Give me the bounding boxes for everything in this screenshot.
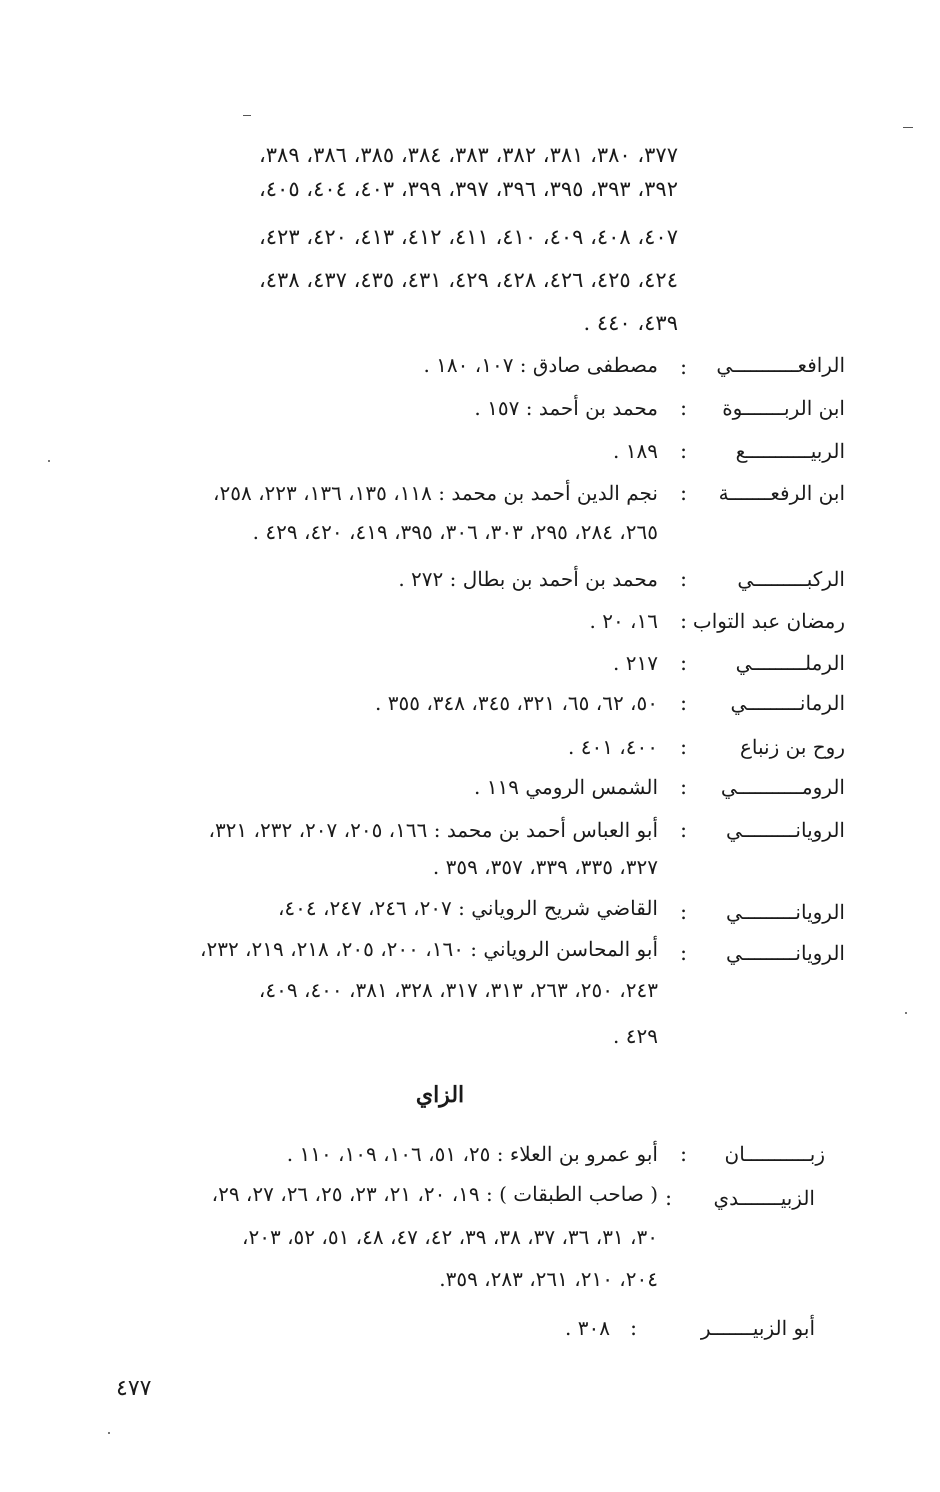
index-entry-name: الزبيـــــــدي (713, 1186, 815, 1210)
index-entry-name: الرومـــــــــــي (720, 775, 845, 799)
index-entry-continuation: ٢٤٣، ٢٥٠، ٢٦٣، ٣١٣، ٣١٧، ٣٢٨، ٣٨١، ٤٠٠، ٤٠٩، (258, 978, 658, 1002)
section-heading: الزاي (415, 1082, 465, 1108)
entry-colon: : (680, 439, 688, 463)
scan-dot (108, 1432, 110, 1434)
index-entry-text: ٤٠٠، ٤٠١ . (568, 735, 658, 759)
index-entry-text: مصطفى صادق : ١٠٧، ١٨٠ . (423, 353, 658, 377)
entry-colon: : (680, 941, 688, 965)
index-entry-name: ابن الربـــــــوة (722, 396, 845, 420)
entry-colon: : (680, 818, 688, 842)
index-entry-name: الرافعـــــــــــي (716, 353, 845, 377)
index-entry-text: الشمس الرومي ١١٩ . (474, 775, 658, 799)
index-entry-name: الرويانـــــــــي (726, 900, 845, 924)
index-entry-text: محمد بن أحمد : ١٥٧ . (474, 396, 658, 420)
continuation-line: ٤٣٩، ٤٤٠ . (583, 311, 678, 335)
index-entry-continuation: ٤٢٩ . (613, 1024, 658, 1048)
index-entry-text: أبو المحاسن الروياني : ١٦٠، ٢٠٠، ٢٠٥، ٢١٨، ٢١٩، ٢٣٢، (200, 937, 658, 961)
index-entry-name: الربيـــــــــــع (735, 439, 845, 463)
continuation-line: ٣٧٧، ٣٨٠، ٣٨١، ٣٨٢، ٣٨٣، ٣٨٤، ٣٨٥، ٣٨٦، ٣٨٩، (259, 143, 678, 167)
entry-colon: : (680, 609, 688, 633)
entry-colon: : (680, 481, 688, 505)
index-entry-text: محمد بن أحمد بن بطال : ٢٧٢ . (398, 567, 658, 591)
entry-colon: : (680, 1142, 688, 1166)
index-entry-text: ١٨٩ . (613, 439, 658, 463)
scan-dot (905, 1012, 907, 1014)
index-entry-name: الرويانـــــــــي (726, 818, 845, 842)
index-entry-text: نجم الدين أحمد بن محمد : ١١٨، ١٣٥، ١٣٦، ٢٢٣، ٢٥٨، (213, 481, 658, 505)
entry-colon: : (680, 355, 688, 379)
entry-colon: : (665, 1186, 673, 1210)
entry-colon: : (680, 567, 688, 591)
index-entry-text: أبو عمرو بن العلاء : ٢٥، ٥١، ١٠٦، ١٠٩، ١١٠ . (286, 1142, 658, 1166)
index-entry-name: الرمانـــــــــي (730, 691, 845, 715)
index-entry-text: ( صاحب الطبقات ) : ١٩، ٢٠، ٢١، ٢٣، ٢٥، ٢٦، ٢٧، ٢٩، (211, 1182, 658, 1206)
index-entry-name: رمضان عبد التواب (692, 609, 845, 633)
scan-mark-top (243, 115, 251, 116)
index-entry-text: ٢١٧ . (613, 651, 658, 675)
entry-colon: : (680, 735, 688, 759)
entry-colon: : (680, 691, 688, 715)
index-entry-text: ٣٠٨ . (565, 1316, 610, 1340)
index-entry-continuation: ٢٠٤، ٢١٠، ٢٦١، ٢٨٣، ٣٥٩. (439, 1267, 658, 1291)
entry-colon: : (680, 900, 688, 924)
page-number: ٤٧٧ (116, 1376, 152, 1401)
index-entry-continuation: ٣٢٧، ٣٣٥، ٣٣٩، ٣٥٧، ٣٥٩ . (432, 855, 658, 879)
entry-colon: : (680, 651, 688, 675)
continuation-line: ٤٢٤، ٤٢٥، ٤٢٦، ٤٢٨، ٤٢٩، ٤٣١، ٤٣٥، ٤٣٧، ٤٣٨، (259, 268, 678, 292)
index-entry-text: ٥٠، ٦٢، ٦٥، ٣٢١، ٣٤٥، ٣٤٨، ٣٥٥ . (375, 691, 658, 715)
entry-colon: : (630, 1316, 638, 1340)
index-entry-name: أبو الزبيـــــــر (700, 1316, 815, 1340)
index-entry-continuation: ٢٦٥، ٢٨٤، ٢٩٥، ٣٠٣، ٣٠٦، ٣٩٥، ٤١٩، ٤٢٠، ٤٢٩ . (252, 520, 658, 544)
index-entry-text: ١٦، ٢٠ . (589, 609, 658, 633)
index-entry-text: القاضي شريح الروياني : ٢٠٧، ٢٤٦، ٢٤٧، ٤٠٤، (277, 896, 658, 920)
index-entry-name: روح بن زنباع (739, 735, 845, 759)
scan-dot (48, 460, 50, 462)
index-entry-name: الرويانـــــــــي (726, 941, 845, 965)
index-entry-name: الركبـــــــــي (737, 567, 845, 591)
scan-mark-right (903, 127, 913, 128)
continuation-line: ٤٠٧، ٤٠٨، ٤٠٩، ٤١٠، ٤١١، ٤١٢، ٤١٣، ٤٢٠، ٤٢٣، (259, 225, 678, 249)
index-entry-name: ابن الرفعـــــــة (718, 481, 845, 505)
index-entry-name: الرملـــــــــي (735, 651, 845, 675)
index-entry-name: زبـــــــــــان (724, 1142, 825, 1166)
continuation-line: ٣٩٢، ٣٩٣، ٣٩٥، ٣٩٦، ٣٩٧، ٣٩٩، ٤٠٣، ٤٠٤، ٤٠٥، (259, 177, 678, 201)
entry-colon: : (680, 396, 688, 420)
entry-colon: : (680, 775, 688, 799)
index-entry-text: أبو العباس أحمد بن محمد : ١٦٦، ٢٠٥، ٢٠٧، ٢٣٢، ٣٢١، (208, 818, 658, 842)
index-entry-continuation: ٣٠، ٣١، ٣٦، ٣٧، ٣٨، ٣٩، ٤٢، ٤٧، ٤٨، ٥١، ٥٢، ٢٠٣، (242, 1225, 658, 1249)
